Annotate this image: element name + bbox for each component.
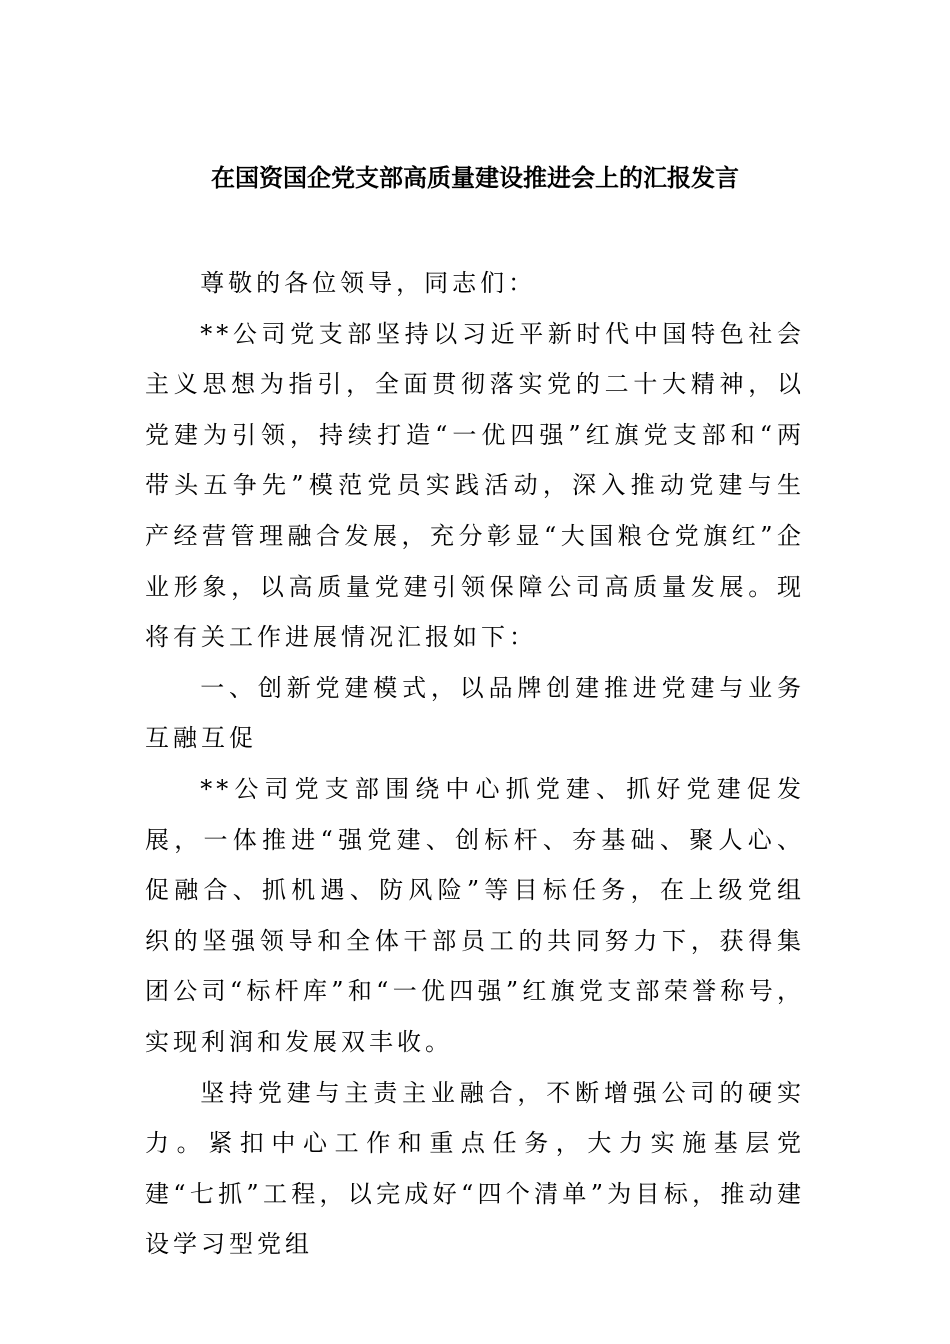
paragraph-intro: **公司党支部坚持以习近平新时代中国特色社会主义思想为指引，全面贯彻落实党的二十大精神，以党建为引领，持续打造“一优四强”红旗党支部和“两带头五争先”模范党员实践活动，深入推动党建与生产经营管理融合发展，充分彰显“大国粮仓党旗红”企业形象，以高质量党建引领保障公司高质量发展。现将有关工作进展情况汇报如下：	[145, 319, 805, 652]
paragraph-section-1: **公司党支部围绕中心抓党建、抓好党建促发展，一体推进“强党建、创标杆、夯基础、聚人心、促融合、抓机遇、防风险”等目标任务，在上级党组织的坚强领导和全体干部员工的共同努力下，获得集团公司“标杆库”和“一优四强”红旗党支部荣誉称号，实现利润和发展双丰收。	[145, 774, 805, 1056]
section-heading-1: 一、创新党建模式，以品牌创建推进党建与业务互融互促	[145, 673, 805, 753]
document-title: 在国资国企党支部高质量建设推进会上的汇报发言	[211, 163, 739, 192]
salutation: 尊敬的各位领导，同志们：	[200, 269, 537, 297]
document-body	[145, 258, 805, 1270]
paragraph-party-building-integration: 坚持党建与主责主业融合，不断增强公司的硬实力。紧扣中心工作和重点任务，大力实施基层党建“七抓”工程，以完成好“四个清单”为目标，推动建设学习型党组	[145, 1078, 805, 1259]
